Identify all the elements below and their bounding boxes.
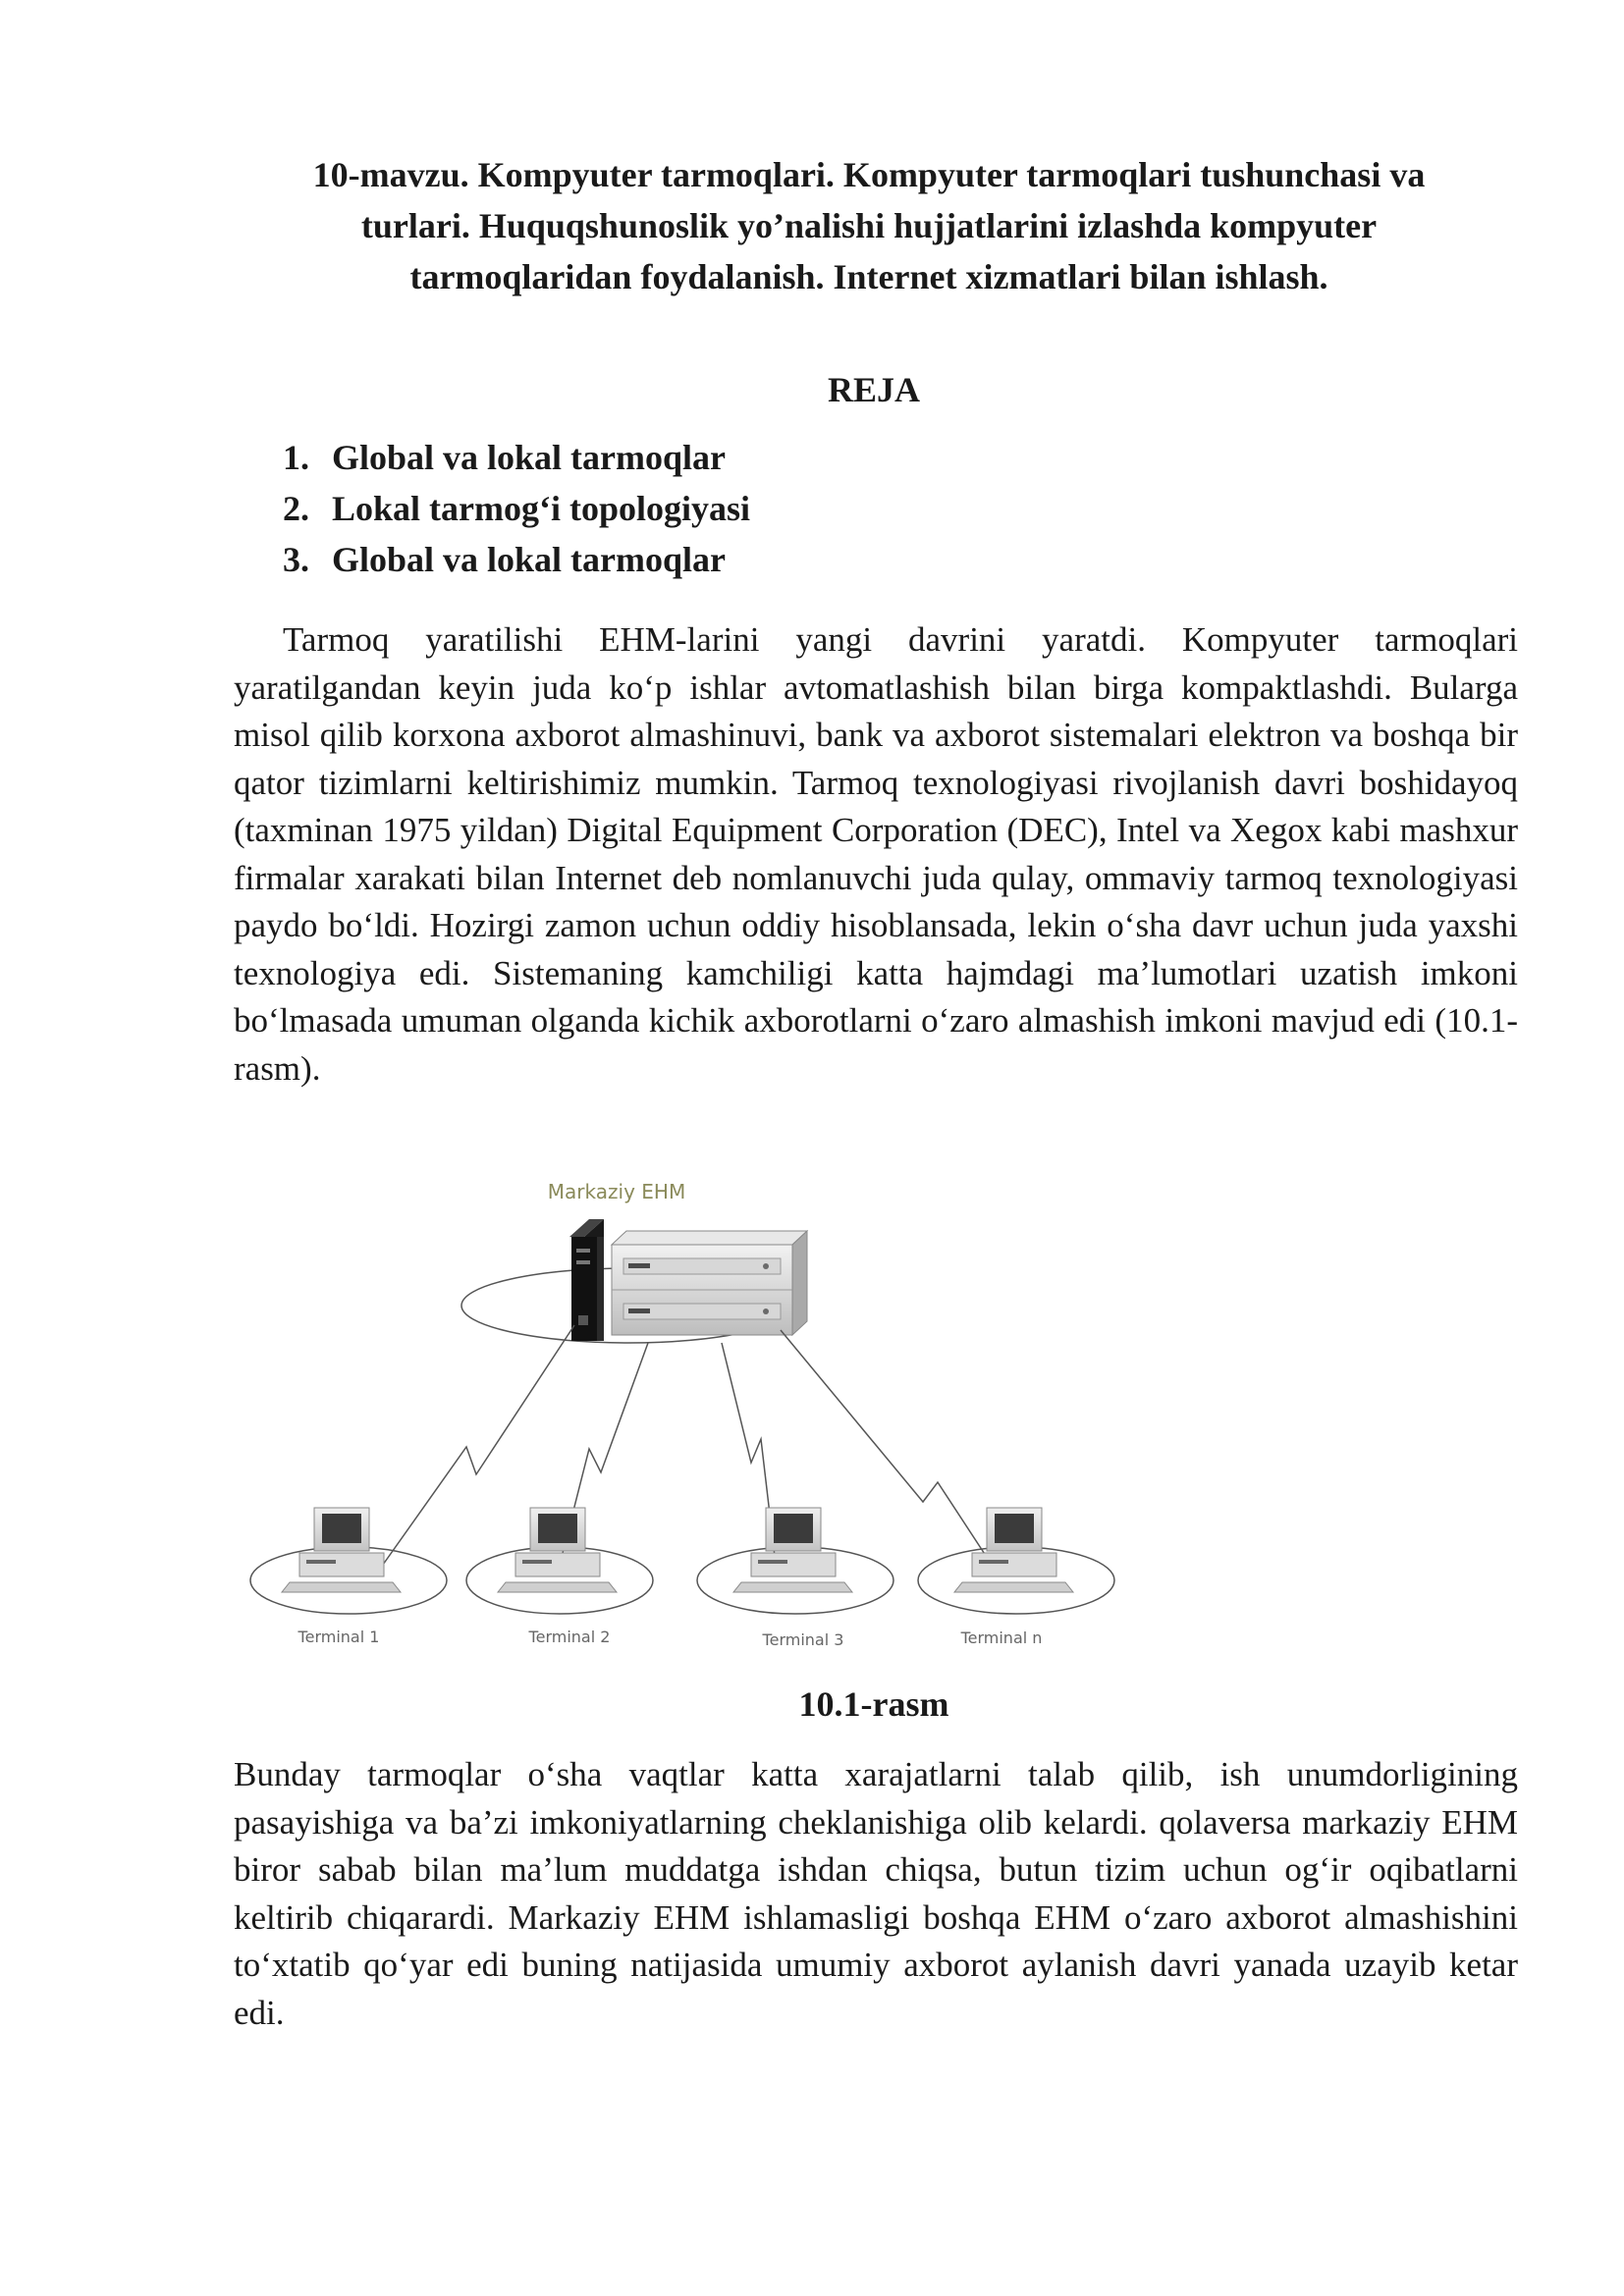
central-server-icon [612,1231,807,1335]
terminal-node [250,1508,447,1614]
terminal-node [918,1508,1114,1614]
central-tower-icon [569,1219,604,1341]
terminal-label: Terminal n [960,1629,1043,1647]
plan-item-number: 3. [283,540,309,579]
plan-item [283,483,750,534]
plan-heading: REJA [827,370,920,409]
title-line: tarmoqlaridan foydalanish. Internet xizmatlari bilan ishlash. [409,257,1328,296]
figure-caption: 10.1-rasm [798,1684,949,1724]
title-line: turlari. Huquqshunoslik yo’nalishi hujjatlarini izlashda kompyuter [360,206,1378,245]
terminal-label: Terminal 1 [298,1628,380,1646]
central-computer-label: Markaziy EHM [547,1180,686,1203]
plan-item [283,534,750,585]
title-line: 10-mavzu. Kompyuter tarmoqlari. Kompyuter tarmoqlari tushunchasi va [312,155,1426,194]
plan-item-number: 1. [283,438,309,477]
plan-list [283,432,750,585]
terminal-node [697,1508,893,1614]
terminal-node [466,1508,653,1614]
terminal-label: Terminal 3 [762,1630,844,1649]
plan-item-number: 2. [283,489,309,528]
plan-item [283,432,750,483]
body-paragraph-2: Bunday tarmoqlar o‘sha vaqtlar katta xarajatlarni talab qilib, ish unumdorligining pasayishiga va ba’zi imkoniyatlarning cheklanishiga olib kelardi. qolaversa markaziy EHM biror sabab bilan ma’lum muddatga ishdan chiqsa, butun tizim uchun og‘ir oqibatlarni keltirib chiqarardi. Markaziy EHM ishlamasligi boshqa EHM o‘zaro axborot almashishini to‘xtatib qo‘yar edi buning natijasida umumiy axborot aylanish davri yanada uzayib ketar edi. [234,1755,1518,2032]
body-paragraph-1: Tarmoq yaratilishi EHM-larini yangi davrini yaratdi. Kompyuter tarmoqlari yaratilgandan keyin juda ko‘p ishlar avtomatlashish bilan birga kompaktlashdi. Bularga misol qilib korxona axborot almashinuvi, bank va axborot sistemalari elektron va boshqa bir qator tizimlarni keltirishimiz mumkin. Tarmoq texnologiyasi rivojlanish davri boshidayoq (taxminan 1975 yildan) Digital Equipment Corporation (DEC), Intel va Xegox kabi mashxur firmalar xarakati bilan Internet deb nomlanuvchi juda qulay, ommaviy tarmoq texnologiyasi paydo bo‘ldi. Hozirgi zamon uchun oddiy hisoblansada, lekin o‘sha davr uchun juda yaxshi texnologiya edi. Sistemaning kamchiligi katta hajmdagi ma’lumotlari uzatish imkoni bo‘lmasada umuman olganda kichik axborotlarni o‘zaro almashish imkoni mavjud edi (10.1-rasm). [234,620,1518,1088]
network-figure [236,1168,1149,1659]
plan-item-text: Global va lokal tarmoqlar [332,540,727,579]
plan-item-text: Lokal tarmog‘i topologiyasi [332,489,751,528]
network-connections [383,1325,992,1565]
page-title [236,149,1502,302]
terminal-label: Terminal 2 [528,1628,611,1646]
plan-item-text: Global va lokal tarmoqlar [332,438,727,477]
